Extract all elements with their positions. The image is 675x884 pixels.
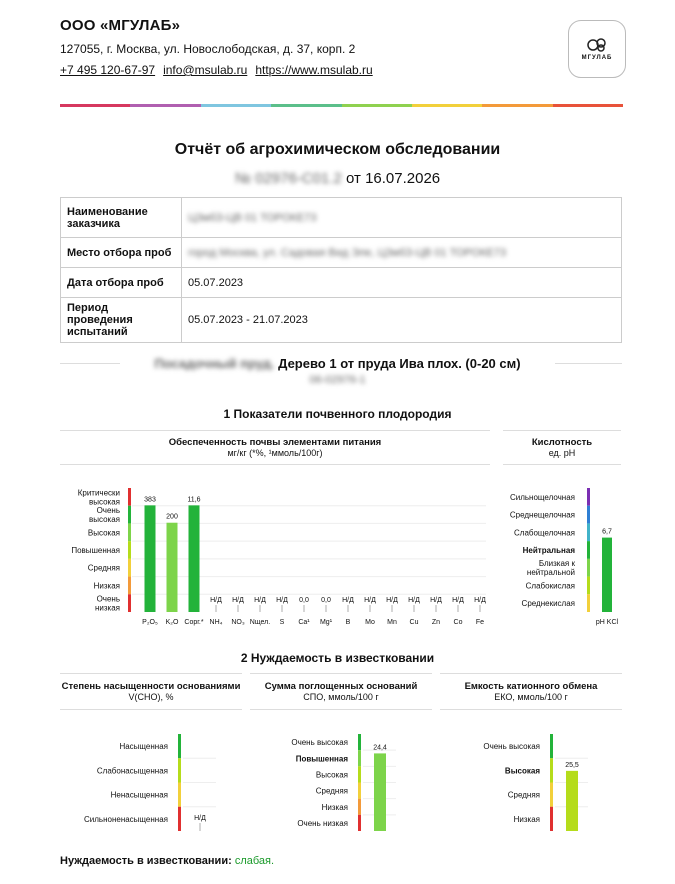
level-label: Низкая <box>93 581 120 591</box>
divider <box>250 709 432 710</box>
level-label: Средняя <box>507 790 540 800</box>
v-chart <box>60 730 242 835</box>
divider <box>60 709 242 710</box>
level-label: Сильнощелочная <box>509 492 575 502</box>
sample-title <box>0 356 675 371</box>
eko-chart <box>440 730 622 835</box>
level-label: Высокая <box>504 766 540 776</box>
level-label: Повышенная <box>295 754 348 764</box>
sample-name: Дерево 1 от пруда Ива плох. (0-20 см) <box>278 356 521 371</box>
category-label: Ca¹ <box>298 619 310 626</box>
nutrients-chart <box>60 478 490 630</box>
level-label: Высокая <box>87 528 120 538</box>
eko-units: ЕКО, ммоль/100 г <box>494 692 568 702</box>
spo-title: Сумма поглощенных оснований <box>264 681 418 692</box>
category-label: Cu <box>409 619 419 626</box>
category-label: Mo <box>365 619 375 626</box>
scale-segment <box>550 734 553 758</box>
scale-segment <box>587 594 590 612</box>
report-title: Отчёт об агрохимическом обследовании <box>174 141 501 158</box>
bar-value-label: 11,6 <box>187 496 201 504</box>
bar-value-label: Н/Д <box>342 597 354 604</box>
level-label: Критически высокая <box>77 488 120 507</box>
category-label: NO₃ <box>231 619 245 626</box>
spo-header <box>250 681 432 702</box>
bar-value-label: Н/Д <box>194 815 206 822</box>
category-label: pH KCl <box>595 619 619 626</box>
level-label: Слабощелочная <box>514 528 575 538</box>
sample-code-line <box>0 374 675 386</box>
level-label: Близкая к нейтральной <box>526 559 575 578</box>
nutrients-header <box>60 437 490 458</box>
level-label: Слабокислая <box>525 581 575 591</box>
v-title: Степень насыщенности основаниями <box>61 681 241 692</box>
section-1-title: 1 Показатели почвенного плодородия <box>223 407 452 421</box>
scale-segment <box>587 577 590 595</box>
scale-segment <box>128 523 131 541</box>
category-label: Zn <box>431 619 441 626</box>
bar-value-label: Н/Д <box>364 597 376 604</box>
report-number: № 02976-С01.2 <box>234 170 342 187</box>
phone-link[interactable]: +7 495 120-67-97 <box>60 63 156 77</box>
scale-segment <box>128 577 131 595</box>
scale-segment <box>587 541 590 559</box>
level-label: Очень низкая <box>94 594 120 613</box>
liming-need-value: слабая. <box>234 855 275 867</box>
bar <box>145 505 156 612</box>
category-label: B <box>345 619 351 626</box>
section-2-title: 2 Нуждаемость в известковании <box>240 651 435 665</box>
bar <box>566 771 578 831</box>
scale-segment <box>587 488 590 506</box>
table-row <box>61 298 622 343</box>
level-label: Среднекислая <box>521 599 575 609</box>
bar-value-label: Н/Д <box>408 597 420 604</box>
scale-segment <box>550 783 553 807</box>
logo-icon <box>585 37 609 53</box>
company-name: ООО «МГУЛАБ» <box>60 17 181 34</box>
info-key: Наименование заказчика <box>61 198 182 238</box>
rainbow-segment <box>271 104 341 107</box>
level-label: Повышенная <box>71 546 120 555</box>
company-address: 127055, г. Москва, ул. Новослободская, д. 37, корп. 2 <box>60 42 356 56</box>
scale-segment <box>128 488 131 506</box>
info-value: город Москва, ул. Садовая Вид Эле, Ц3мбЗ-ЦВ 01 ТОРОКЕ73 <box>182 238 622 268</box>
bar-value-label: Н/Д <box>452 597 464 604</box>
bar <box>167 523 178 612</box>
rainbow-segment <box>60 104 130 107</box>
level-label: Очень высокая <box>89 506 120 525</box>
bar-value-label: Н/Д <box>276 597 288 604</box>
bar-value-label: 0,0 <box>299 597 309 604</box>
level-label: Слабонасыщенная <box>96 766 168 776</box>
category-label: P₂O₅ <box>142 619 158 626</box>
rainbow-segment <box>201 104 271 107</box>
category-label: Mn <box>387 619 397 626</box>
category-label: Nщел. <box>249 619 271 626</box>
rainbow-segment <box>342 104 412 107</box>
scale-segment <box>178 783 181 807</box>
bar-value-label: 0,0 <box>321 597 331 604</box>
scale-segment <box>587 523 590 541</box>
email-link[interactable]: info@msulab.ru <box>163 63 248 77</box>
category-label: NH₄ <box>209 619 223 626</box>
rainbow-segment <box>482 104 552 107</box>
bar-value-label: Н/Д <box>254 597 266 604</box>
report-number-line <box>0 170 675 187</box>
info-value: 05.07.2023 <box>182 268 622 298</box>
level-label: Средняя <box>315 786 348 796</box>
level-label: Низкая <box>513 814 540 824</box>
rainbow-divider <box>60 104 623 107</box>
table-row <box>61 268 622 298</box>
acidity-units: ед. pH <box>548 448 576 458</box>
bar-value-label: 200 <box>166 513 178 521</box>
acidity-title: Кислотность <box>531 437 593 448</box>
bar <box>602 538 612 612</box>
info-key: Период проведения испытаний <box>61 298 182 343</box>
spo-units: СПО, ммоль/100 г <box>303 692 379 702</box>
level-label: Среднещелочная <box>509 510 575 520</box>
bar-value-label: Н/Д <box>430 597 442 604</box>
scale-segment <box>128 506 131 524</box>
bar-value-label: Н/Д <box>386 597 398 604</box>
divider <box>60 430 490 431</box>
category-label: Mg¹ <box>319 619 333 626</box>
level-label: Нейтральная <box>522 546 575 555</box>
scale-segment <box>358 799 361 815</box>
spo-chart <box>250 730 432 835</box>
scale-segment <box>587 559 590 577</box>
scale-segment <box>550 807 553 831</box>
info-table <box>60 197 622 343</box>
liming-need-label: Нуждаемость в известковании: <box>60 855 232 867</box>
bar-value-label: Н/Д <box>474 597 486 604</box>
acidity-header <box>503 437 621 458</box>
sample-code: 06-02976-1 <box>309 374 366 386</box>
category-label: Co <box>453 619 463 626</box>
bar-value-label: Н/Д <box>210 597 222 604</box>
bar-value-label: 6,7 <box>602 528 612 536</box>
scale-segment <box>550 758 553 782</box>
bar-value-label: 24,4 <box>373 744 387 752</box>
scale-segment <box>587 506 590 524</box>
info-value: 05.07.2023 - 21.07.2023 <box>182 298 622 343</box>
category-label: Fe <box>475 619 485 626</box>
divider <box>503 430 621 431</box>
scale-segment <box>358 766 361 782</box>
level-label: Низкая <box>321 802 348 812</box>
liming-need <box>60 855 274 867</box>
eko-header <box>440 681 622 702</box>
eko-title: Емкость катионного обмена <box>464 681 598 692</box>
scale-segment <box>178 758 181 782</box>
website-link[interactable]: https://www.msulab.ru <box>255 63 373 77</box>
divider <box>250 673 432 674</box>
scale-segment <box>128 541 131 559</box>
bar-value-label: Н/Д <box>232 597 244 604</box>
level-label: Ненасыщенная <box>110 790 168 800</box>
category-label: Сорг.* <box>184 619 204 626</box>
scale-segment <box>358 815 361 831</box>
acidity-chart <box>503 478 623 630</box>
level-label: Насыщенная <box>119 742 168 752</box>
bar-value-label: 25,5 <box>565 761 579 769</box>
info-value: Ц3мбЗ-ЦВ 01 ТОРОКЕ73 <box>182 198 622 238</box>
scale-segment <box>358 750 361 766</box>
table-row <box>61 198 622 238</box>
divider <box>60 673 242 674</box>
divider <box>503 464 621 465</box>
v-units: V(СНО), % <box>128 692 174 702</box>
company-logo <box>568 20 626 78</box>
v-header <box>60 681 242 702</box>
scale-segment <box>178 734 181 758</box>
rainbow-segment <box>130 104 200 107</box>
scale-segment <box>358 734 361 750</box>
level-label: Очень высокая <box>291 738 348 748</box>
contacts <box>60 63 373 77</box>
report-date: от 16.07.2026 <box>346 170 441 187</box>
info-key: Место отбора проб <box>61 238 182 268</box>
info-key: Дата отбора проб <box>61 268 182 298</box>
sample-prefix: Посадочный пруд. <box>154 356 275 371</box>
divider <box>440 673 622 674</box>
rainbow-segment <box>412 104 482 107</box>
bar <box>374 753 386 831</box>
bar-value-label: 383 <box>144 496 156 504</box>
level-label: Сильноненасыщенная <box>84 814 168 824</box>
scale-segment <box>128 559 131 577</box>
logo-text: МГУЛАБ <box>581 55 613 61</box>
scale-segment <box>128 594 131 612</box>
level-label: Очень низкая <box>297 818 348 828</box>
level-label: Очень высокая <box>483 742 540 752</box>
nutrients-units: мг/кг (*%, ¹ммоль/100г) <box>227 448 323 458</box>
level-label: Высокая <box>315 770 348 780</box>
bar <box>189 505 200 612</box>
category-label: K₂O <box>165 619 179 626</box>
category-label: S <box>279 619 285 626</box>
table-row <box>61 238 622 268</box>
divider <box>440 709 622 710</box>
scale-segment <box>358 783 361 799</box>
nutrients-title: Обеспеченность почвы элементами питания <box>168 437 382 448</box>
divider <box>60 464 490 465</box>
scale-segment <box>178 807 181 831</box>
level-label: Средняя <box>87 563 120 573</box>
rainbow-segment <box>553 104 623 107</box>
